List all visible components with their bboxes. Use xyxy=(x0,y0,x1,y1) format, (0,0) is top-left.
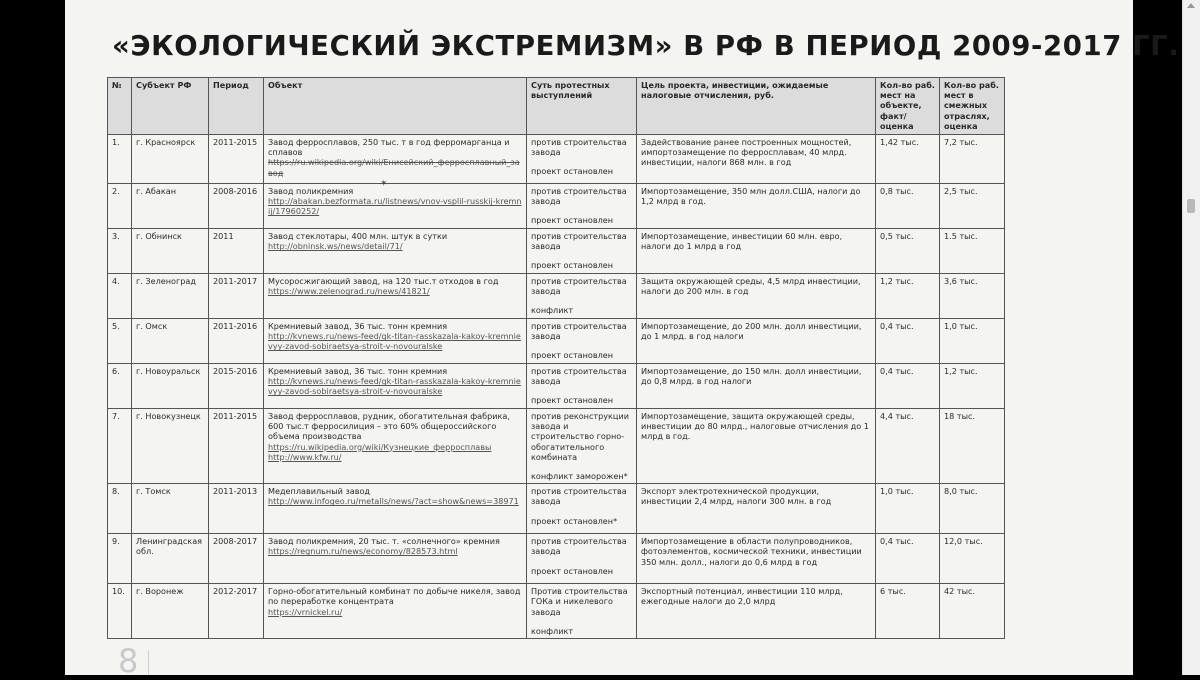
row-region: г. Новокузнецк xyxy=(132,409,209,484)
row-region: г. Зеленоград xyxy=(132,274,209,319)
source-link[interactable]: http://www.infogeo.ru/metalls/news/?act=show&news=38971 xyxy=(268,496,519,507)
row-period: 2011-2016 xyxy=(209,319,264,364)
row-protest xyxy=(527,229,637,274)
table-row xyxy=(108,584,1005,639)
protest-text: против строительства завода xyxy=(531,186,627,207)
row-jobs-related: 2,5 тыс. xyxy=(940,184,1005,229)
source-link[interactable]: https://ru.wikipedia.org/wiki/Кузнецкие_ферросплавы xyxy=(268,441,492,452)
row-region: Ленинградская обл. xyxy=(132,534,209,584)
row-number: 10. xyxy=(108,584,132,639)
row-object xyxy=(264,409,527,484)
row-jobs-related: 12,0 тыс. xyxy=(940,534,1005,584)
row-period: 2011-2015 xyxy=(209,135,264,184)
row-protest xyxy=(527,274,637,319)
row-jobs: 1,2 тыс. xyxy=(876,274,940,319)
row-jobs: 4,4 тыс. xyxy=(876,409,940,484)
source-link[interactable]: http://abakan.bezformata.ru/listnews/vnov-vsplil-russkij-kremnij/17960252/ xyxy=(268,196,522,217)
row-goal: Защита окружающей среды, 4,5 млрд инвестиции, налоги до 200 млн. в год xyxy=(637,274,876,319)
object-text: Кремниевый завод, 36 тыс. тонн кремния xyxy=(268,321,448,331)
row-number: 9. xyxy=(108,534,132,584)
object-text: Завод ферросплавов, 250 тыс. т в год ферромарганца и сплавов xyxy=(268,137,510,158)
row-period: 2015-2016 xyxy=(209,364,264,409)
table-row xyxy=(108,184,1005,229)
status-text: конфликт xyxy=(531,625,574,636)
row-region: г. Воронеж xyxy=(132,584,209,639)
row-protest xyxy=(527,584,637,639)
column-header-object: Объект xyxy=(264,78,527,135)
row-protest xyxy=(527,364,637,409)
status-text: проект остановлен xyxy=(531,215,614,226)
row-object xyxy=(264,229,527,274)
row-object xyxy=(264,364,527,409)
row-number: 1. xyxy=(108,135,132,184)
row-period: 2011-2015 xyxy=(209,409,264,484)
row-jobs-related: 8,0 тыс. xyxy=(940,484,1005,534)
row-protest xyxy=(527,135,637,184)
protest-text: против реконструкции завода и строительство горно-обогатительного комбината xyxy=(531,411,629,462)
source-link[interactable]: http://kvnews.ru/news-feed/gk-titan-rasskazala-kakoy-kremnievyy-zavod-sobiraetsya-stroit-v-novouralske xyxy=(268,376,521,397)
source-link[interactable]: http://kvnews.ru/news-feed/gk-titan-rasskazala-kakoy-kremnievyy-zavod-sobiraetsya-stroit-v-novouralske xyxy=(268,331,521,352)
table-row xyxy=(108,274,1005,319)
column-header-num: № xyxy=(108,78,132,135)
protest-text: против строительства завода xyxy=(531,486,627,507)
row-jobs-related: 18 тыс. xyxy=(940,409,1005,484)
object-text: Завод ферросплавов, рудник, обогатительная фабрика, 600 тыс.т ферросилиция – это 60% общероссийского объема производства xyxy=(268,411,510,442)
row-region: г. Новоуральск xyxy=(132,364,209,409)
row-region: г. Омск xyxy=(132,319,209,364)
row-jobs-related: 1,2 тыс. xyxy=(940,364,1005,409)
row-jobs-related: 42 тыс. xyxy=(940,584,1005,639)
row-object xyxy=(264,484,527,534)
row-object xyxy=(264,534,527,584)
row-protest xyxy=(527,319,637,364)
source-link[interactable]: https://regnum.ru/news/economy/828573.html xyxy=(268,546,458,557)
row-number: 5. xyxy=(108,319,132,364)
table-row xyxy=(108,229,1005,274)
column-header-jobs-related: Кол-во раб. мест в смежных отраслях, оценка xyxy=(940,78,1005,135)
row-object xyxy=(264,584,527,639)
row-protest xyxy=(527,409,637,484)
page-number-divider xyxy=(148,650,149,675)
row-jobs-related: 7,2 тыс. xyxy=(940,135,1005,184)
protest-text: против строительства завода xyxy=(531,321,627,342)
row-goal: Импортозамещение в области полупроводников, фотоэлементов, космической техники, инвестиции 350 млн. долл., налоги до 0,6 млрд в год xyxy=(637,534,876,584)
column-header-goal: Цель проекта, инвестиции, ожидаемые налоговые отчисления, руб. xyxy=(637,78,876,135)
row-region: г. Красноярск xyxy=(132,135,209,184)
source-link[interactable]: https://vrnickel.ru/ xyxy=(268,606,343,617)
table-row xyxy=(108,534,1005,584)
row-goal: Импортозамещение, защита окружающей среды, инвестиции до 80 млрд., налоговые отчисления до 1 млрд в год. xyxy=(637,409,876,484)
row-protest xyxy=(527,534,637,584)
object-text: Завод поликремния xyxy=(268,186,354,196)
status-text: проект остановлен xyxy=(531,350,614,361)
row-number: 6. xyxy=(108,364,132,409)
column-header-jobs: Кол-во раб. мест на объекте, факт/оценка xyxy=(876,78,940,135)
row-object xyxy=(264,184,527,229)
table-row xyxy=(108,484,1005,534)
row-region: г. Томск xyxy=(132,484,209,534)
row-goal: Экспортный потенциал, инвестиции 110 млрд, ежегодные налоги до 2,0 млрд xyxy=(637,584,876,639)
object-text: Кремниевый завод, 36 тыс. тонн кремния xyxy=(268,366,448,376)
row-period: 2011-2013 xyxy=(209,484,264,534)
source-link-secondary[interactable]: http://www.kfw.ru/ xyxy=(268,451,342,462)
column-header-protest: Суть протестных выступлений xyxy=(527,78,637,135)
row-object xyxy=(264,135,527,184)
source-link[interactable]: http://obninsk.ws/news/detail/71/ xyxy=(268,241,403,252)
row-period: 2008-2017 xyxy=(209,534,264,584)
vertical-scrollbar[interactable] xyxy=(1182,0,1200,675)
scan-mark-icon: ✶ xyxy=(380,179,388,189)
row-region: г. Обнинск xyxy=(132,229,209,274)
source-link[interactable]: https://www.zelenograd.ru/news/41821/ xyxy=(268,286,430,297)
status-text: проект остановлен xyxy=(531,565,614,576)
row-goal: Импортозамещение, 350 млн долл.США, налоги до 1,2 млрд в год. xyxy=(637,184,876,229)
scroll-up-arrow-icon[interactable] xyxy=(1187,3,1195,8)
row-region: г. Абакан xyxy=(132,184,209,229)
status-text: проект остановлен xyxy=(531,395,614,406)
row-number: 4. xyxy=(108,274,132,319)
table-row xyxy=(108,135,1005,184)
object-text: Завод поликремния, 20 тыс. т. «солнечного» кремния xyxy=(268,536,500,547)
table-row xyxy=(108,364,1005,409)
row-jobs: 1,0 тыс. xyxy=(876,484,940,534)
page-title: «ЭКОЛОГИЧЕСКИЙ ЭКСТРЕМИЗМ» В РФ В ПЕРИОД 2009-2017 ГГ. xyxy=(112,30,1180,62)
row-jobs-related: 1.5 тыс. xyxy=(940,229,1005,274)
row-number: 2. xyxy=(108,184,132,229)
row-object xyxy=(264,319,527,364)
row-jobs: 0,4 тыс. xyxy=(876,364,940,409)
protest-text: против строительства завода xyxy=(531,231,627,252)
row-number: 8. xyxy=(108,484,132,534)
table-row xyxy=(108,409,1005,484)
data-table xyxy=(107,77,1005,639)
row-period: 2011-2017 xyxy=(209,274,264,319)
row-goal: Задействование ранее построенных мощностей, импортозамещение по ферросплавам, 40 млрд. инвестиции, налоги 868 млн. в год xyxy=(637,135,876,184)
status-text: проект остановлен xyxy=(531,260,614,271)
row-protest xyxy=(527,184,637,229)
scrollbar-thumb[interactable] xyxy=(1187,199,1195,213)
object-text: Горно-обогатительный комбинат по добыче никеля, завод по переработке концентрата xyxy=(268,586,521,607)
protest-text: против строительства завода xyxy=(531,137,627,158)
row-jobs: 6 тыс. xyxy=(876,584,940,639)
row-period: 2012-2017 xyxy=(209,584,264,639)
status-text: конфликт xyxy=(531,305,574,316)
status-text: конфликт заморожен* xyxy=(531,470,628,481)
page-number: 8 xyxy=(118,642,140,680)
object-text: Медеплавильный завод xyxy=(268,486,371,497)
object-text: Завод стеклотары, 400 млн. штук в сутки xyxy=(268,231,448,241)
table-header-row xyxy=(108,78,1005,135)
protest-text: Против строительства ГОКа и никелевого завода xyxy=(531,586,628,617)
row-object xyxy=(264,274,527,319)
row-goal: Импортозамещение, до 150 млн. долл инвестиции, до 0,8 млрд. в год налоги xyxy=(637,364,876,409)
row-jobs: 1,42 тыс. xyxy=(876,135,940,184)
source-link[interactable]: https://ru.wikipedia.org/wiki/Енисейский_ферросплавный_завод xyxy=(268,157,520,178)
row-jobs: 0,4 тыс. xyxy=(876,319,940,364)
row-period: 2008-2016 xyxy=(209,184,264,229)
column-header-period: Период xyxy=(209,78,264,135)
protest-text: против строительства завода xyxy=(531,276,627,297)
row-number: 3. xyxy=(108,229,132,274)
status-text: проект остановлен xyxy=(531,166,614,177)
row-jobs: 0,4 тыс. xyxy=(876,534,940,584)
row-number: 7. xyxy=(108,409,132,484)
object-text: Мусоросжигающий завод, на 120 тыс.т отходов в год xyxy=(268,276,499,286)
row-period: 2011 xyxy=(209,229,264,274)
row-goal: Импортозамещение, до 200 млн. долл инвестиции, до 1 млрд. в год налоги xyxy=(637,319,876,364)
row-jobs: 0,8 тыс. xyxy=(876,184,940,229)
row-jobs-related: 3,6 тыс. xyxy=(940,274,1005,319)
column-header-region: Субъект РФ xyxy=(132,78,209,135)
protest-text: против строительства завода xyxy=(531,536,627,557)
row-jobs-related: 1,0 тыс. xyxy=(940,319,1005,364)
status-text: проект остановлен* xyxy=(531,515,618,526)
row-goal: Импортозамещение, инвестиции 60 млн. евро, налоги до 1 млрд в год xyxy=(637,229,876,274)
table-row xyxy=(108,319,1005,364)
row-protest xyxy=(527,484,637,534)
row-goal: Экспорт электротехнической продукции, инвестиции 2,4 млрд, налоги 300 млн. в год xyxy=(637,484,876,534)
row-jobs: 0,5 тыс. xyxy=(876,229,940,274)
protest-text: против строительства завода xyxy=(531,366,627,387)
